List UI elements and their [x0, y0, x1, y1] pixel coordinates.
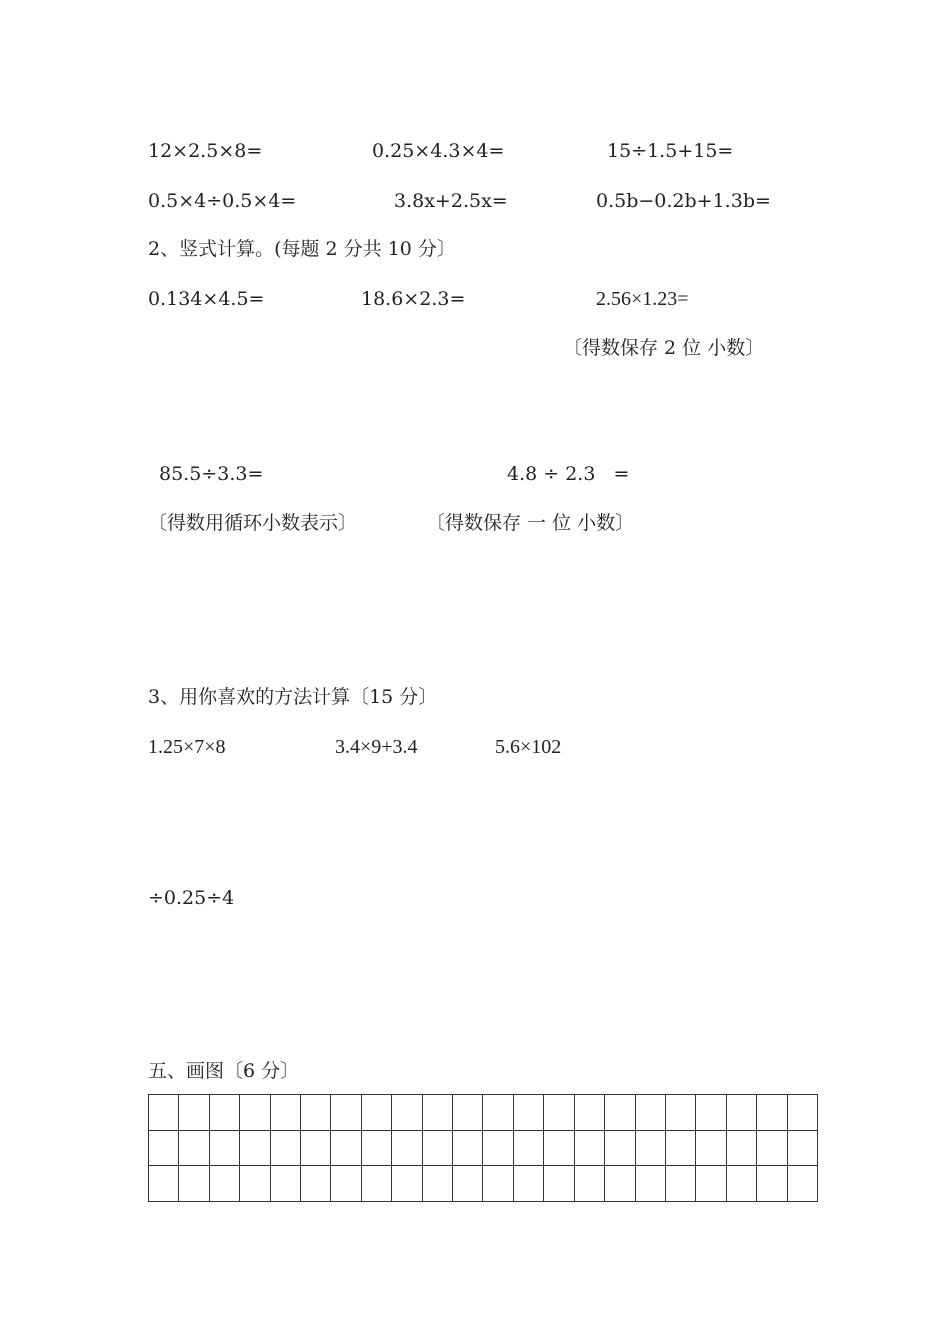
- expr-1-3: 15÷1.5+15=: [607, 140, 734, 162]
- grid-cell[interactable]: [270, 1130, 300, 1166]
- grid-cell[interactable]: [605, 1166, 635, 1202]
- grid-cell[interactable]: [513, 1166, 543, 1202]
- grid-cell[interactable]: [696, 1095, 726, 1131]
- grid-cell[interactable]: [665, 1166, 695, 1202]
- grid-cell[interactable]: [392, 1166, 422, 1202]
- grid-cell[interactable]: [726, 1166, 756, 1202]
- grid-cell[interactable]: [422, 1166, 452, 1202]
- grid-cell[interactable]: [392, 1095, 422, 1131]
- grid-cell[interactable]: [605, 1095, 635, 1131]
- grid-cell[interactable]: [635, 1166, 665, 1202]
- expr-2-3: 0.5b−0.2b+1.3b=: [596, 190, 771, 212]
- grid-cell[interactable]: [696, 1130, 726, 1166]
- grid-cell[interactable]: [635, 1130, 665, 1166]
- grid-cell[interactable]: [149, 1166, 179, 1202]
- grid-cell[interactable]: [787, 1166, 817, 1202]
- grid-cell[interactable]: [757, 1095, 787, 1131]
- section-5-title: 五、画图〔6 分〕: [148, 1060, 300, 1082]
- expr-1-1: 12×2.5×8=: [148, 140, 263, 162]
- drawing-grid[interactable]: [148, 1094, 818, 1202]
- grid-cell[interactable]: [331, 1166, 361, 1202]
- grid-cell[interactable]: [574, 1166, 604, 1202]
- grid-cell[interactable]: [361, 1166, 391, 1202]
- grid-cell[interactable]: [483, 1130, 513, 1166]
- grid-cell[interactable]: [665, 1130, 695, 1166]
- vertical-calc-3: 2.56×1.23=: [596, 288, 689, 310]
- grid-cell[interactable]: [209, 1130, 239, 1166]
- grid-cell[interactable]: [513, 1095, 543, 1131]
- grid-cell[interactable]: [240, 1166, 270, 1202]
- grid-cell[interactable]: [787, 1095, 817, 1131]
- grid-cell[interactable]: [422, 1095, 452, 1131]
- grid-cell[interactable]: [361, 1130, 391, 1166]
- grid-cell[interactable]: [726, 1130, 756, 1166]
- grid-cell[interactable]: [787, 1130, 817, 1166]
- grid-cell[interactable]: [635, 1095, 665, 1131]
- grid-cell[interactable]: [605, 1130, 635, 1166]
- grid-cell[interactable]: [453, 1166, 483, 1202]
- grid-cell[interactable]: [270, 1095, 300, 1131]
- grid-cell[interactable]: [270, 1166, 300, 1202]
- grid-cell[interactable]: [240, 1095, 270, 1131]
- calc-3-3: 5.6×102: [495, 736, 562, 758]
- grid-cell[interactable]: [149, 1130, 179, 1166]
- grid-cell[interactable]: [544, 1130, 574, 1166]
- grid-cell[interactable]: [179, 1095, 209, 1131]
- grid-cell[interactable]: [361, 1095, 391, 1131]
- grid-row: [149, 1130, 818, 1166]
- grid-cell[interactable]: [665, 1095, 695, 1131]
- calc-3-2: 3.4×9+3.4: [335, 736, 418, 758]
- grid-cell[interactable]: [757, 1130, 787, 1166]
- grid-cell[interactable]: [483, 1166, 513, 1202]
- calc-3-1: 1.25×7×8: [148, 736, 226, 758]
- grid-cell[interactable]: [726, 1095, 756, 1131]
- grid-cell[interactable]: [149, 1095, 179, 1131]
- expr-2-1: 0.5×4÷0.5×4=: [148, 190, 297, 212]
- calc-3-4: ÷0.25÷4: [148, 887, 235, 909]
- grid-cell[interactable]: [301, 1095, 331, 1131]
- grid-cell[interactable]: [574, 1130, 604, 1166]
- grid-cell[interactable]: [179, 1130, 209, 1166]
- grid-cell[interactable]: [392, 1130, 422, 1166]
- grid-cell[interactable]: [453, 1095, 483, 1131]
- expr-1-2: 0.25×4.3×4=: [372, 140, 505, 162]
- grid-cell[interactable]: [544, 1166, 574, 1202]
- grid-row: [149, 1095, 818, 1131]
- expr-2-2: 3.8x+2.5x=: [394, 190, 508, 212]
- grid-row: [149, 1166, 818, 1202]
- vertical-calc-2: 18.6×2.3=: [361, 288, 466, 310]
- grid-cell[interactable]: [544, 1095, 574, 1131]
- section-3-title: 3、用你喜欢的方法计算〔15 分〕: [148, 686, 438, 708]
- note-one-decimal: 〔得数保存 一 位 小数〕: [426, 512, 635, 534]
- grid-cell[interactable]: [574, 1095, 604, 1131]
- grid-cell[interactable]: [696, 1166, 726, 1202]
- grid-cell[interactable]: [453, 1130, 483, 1166]
- grid-cell[interactable]: [757, 1166, 787, 1202]
- vertical-calc-5: 4.8 ÷ 2.3 =: [507, 463, 630, 485]
- grid-cell[interactable]: [331, 1130, 361, 1166]
- grid-cell[interactable]: [209, 1095, 239, 1131]
- grid-cell[interactable]: [240, 1130, 270, 1166]
- grid-cell[interactable]: [301, 1166, 331, 1202]
- grid-cell[interactable]: [422, 1130, 452, 1166]
- grid-cell[interactable]: [179, 1166, 209, 1202]
- grid-cell[interactable]: [209, 1166, 239, 1202]
- vertical-calc-1: 0.134×4.5=: [148, 288, 265, 310]
- grid-cell[interactable]: [331, 1095, 361, 1131]
- note-two-decimals: 〔得数保存 2 位 小数〕: [563, 337, 765, 359]
- vertical-calc-4: 85.5÷3.3=: [159, 463, 264, 485]
- section-2-title: 2、竖式计算。(每题 2 分共 10 分〕: [148, 238, 456, 260]
- grid-cell[interactable]: [513, 1130, 543, 1166]
- note-repeating-decimal: 〔得数用循环小数表示〕: [148, 512, 358, 534]
- grid-cell[interactable]: [301, 1130, 331, 1166]
- grid-cell[interactable]: [483, 1095, 513, 1131]
